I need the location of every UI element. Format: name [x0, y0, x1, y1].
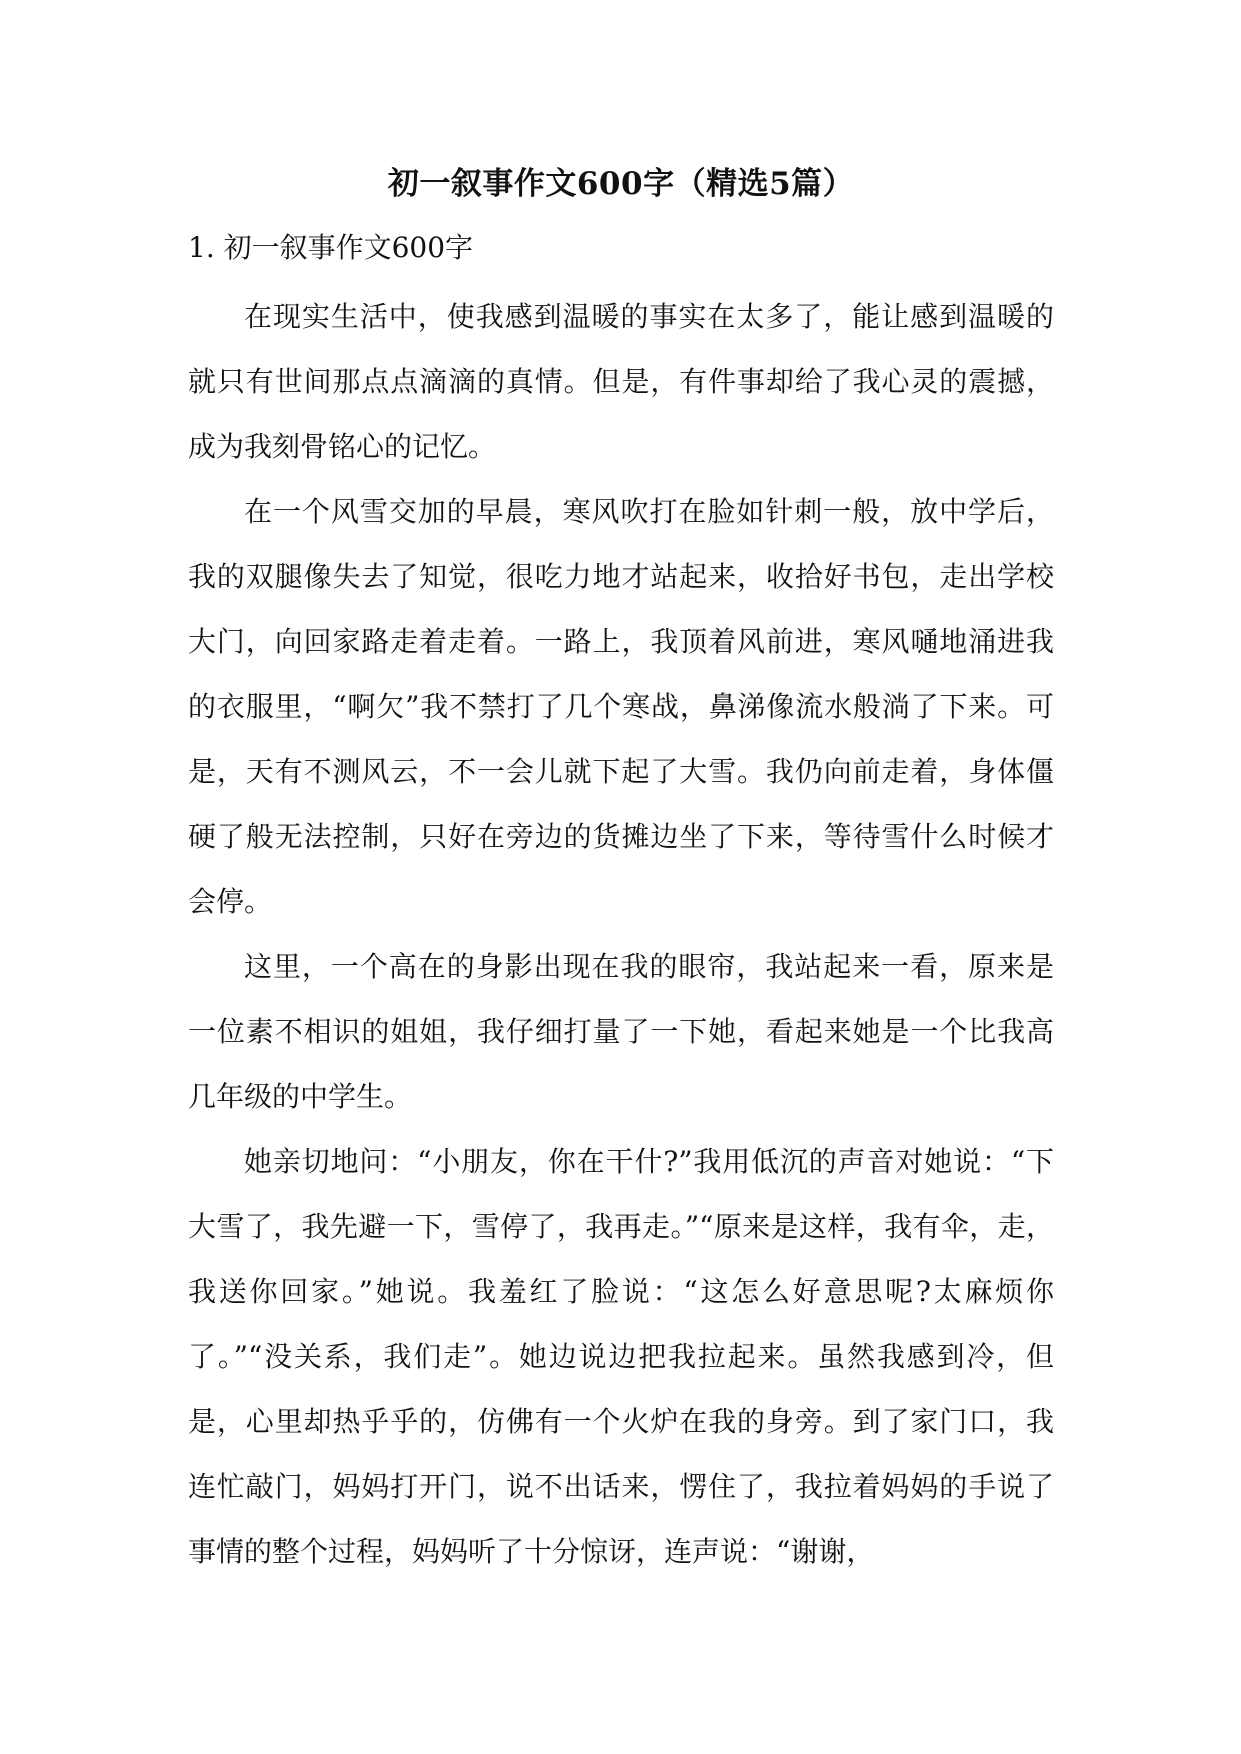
paragraph: 在一个风雪交加的早晨，寒风吹打在脸如针刺一般，放中学后，我的双腿像失去了知觉，很吃力地才站起来，收拾好书包，走出学校大门，向回家路走着走着。一路上，我顶着风前进，寒风嗵地涌进我的衣服里，“啊欠”我不禁打了几个寒战，鼻涕像流水般淌了下来。可是，天有不测风云，不一会儿就下起了大雪。我仍向前走着，身体僵硬了般无法控制，只好在旁边的货摊边坐了下来，等待雪什么时候才会停。 [188, 495, 1054, 918]
section-heading: 1. 初一叙事作文600字 [188, 231, 474, 264]
document-page [188, 160, 1054, 1584]
document-title: 初一叙事作文600字（精选5篇） [387, 166, 855, 202]
paragraph: 这里，一个高在的身影出现在我的眼帘，我站起来一看，原来是一位素不相识的姐姐，我仔细打量了一下她，看起来她是一个比我高几年级的中学生。 [188, 950, 1054, 1113]
paragraph: 在现实生活中，使我感到温暖的事实在太多了，能让感到温暖的就只有世间那点点滴滴的真情。但是，有件事却给了我心灵的震撼，成为我刻骨铭心的记忆。 [188, 300, 1054, 463]
paragraph: 她亲切地问：“小朋友，你在干什?”我用低沉的声音对她说：“下大雪了，我先避一下，雪停了，我再走。”“原来是这样，我有伞，走，我送你回家。”她说。我羞红了脸说：“这怎么好意思呢?太麻烦你了。”“没关系，我们走”。她边说边把我拉起来。虽然我感到冷，但是，心里却热乎乎的，仿佛有一个火炉在我的身旁。到了家门口，我连忙敲门，妈妈打开门，说不出话来，愣住了，我拉着妈妈的手说了事情的整个过程，妈妈听了十分惊讶，连声说：“谢谢， [188, 1145, 1054, 1568]
